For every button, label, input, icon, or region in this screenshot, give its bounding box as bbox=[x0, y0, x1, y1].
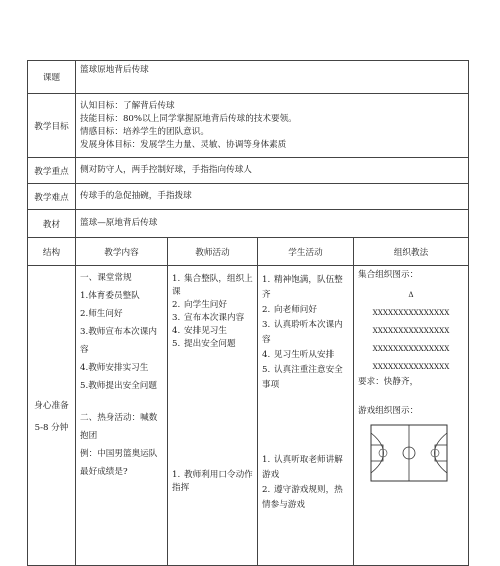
student-cell bbox=[258, 266, 354, 566]
list-item: 1. 精神饱满，队伍整齐 bbox=[262, 275, 343, 300]
row-materials bbox=[28, 210, 469, 238]
formation-row: XXXXXXXXXXXXXXX bbox=[372, 344, 450, 353]
student-group-2 bbox=[262, 453, 349, 513]
formation-row: XXXXXXXXXXXXXXX bbox=[372, 308, 450, 317]
row-warmup bbox=[28, 266, 469, 566]
content-part2-example: 例：中国男篮奥运队最好成绩是? bbox=[80, 449, 158, 477]
goal-physical: 发展身体目标：发展学生力量、灵敏、协调等身体素质 bbox=[80, 139, 287, 150]
list-item: 4. 见习生听从安排 bbox=[262, 350, 335, 360]
row-key bbox=[28, 158, 469, 184]
content-item: 1.体育委员整队 bbox=[80, 291, 140, 301]
goal-emotion: 情感目标：培养学生的团队意识。 bbox=[80, 126, 209, 137]
teacher-group-1 bbox=[172, 273, 253, 351]
basketball-court-icon bbox=[370, 424, 448, 482]
teacher-position-mark: Δ bbox=[408, 290, 414, 299]
teacher-cell bbox=[168, 266, 258, 566]
row-difficulty bbox=[28, 184, 469, 210]
difficulty-value: 传球手的急促抽碗，手指拨球 bbox=[76, 184, 469, 210]
org-requirement: 要求：快静齐， bbox=[358, 377, 419, 387]
row-column-headers bbox=[28, 238, 469, 266]
header-teacher: 教师活动 bbox=[168, 238, 258, 266]
teacher-group-2 bbox=[172, 469, 253, 495]
list-item: 3. 宣布本次课内容 bbox=[172, 313, 245, 323]
content-item: 3.教师宣布本次课内容 bbox=[80, 327, 157, 355]
organization-cell bbox=[354, 266, 469, 566]
formation-row: XXXXXXXXXXXXXXX bbox=[372, 326, 450, 335]
section-label bbox=[28, 266, 76, 566]
student-group-1 bbox=[262, 273, 349, 393]
goals-label: 教学目标 bbox=[28, 94, 76, 158]
topic-value: 篮球原地背后传球 bbox=[76, 61, 469, 94]
list-item: 4. 安排见习生 bbox=[172, 326, 227, 336]
header-organization: 组织教法 bbox=[354, 238, 469, 266]
row-topic bbox=[28, 61, 469, 94]
content-cell bbox=[76, 266, 168, 566]
goals-value bbox=[76, 94, 469, 158]
key-value: 侧对防守人，两手控制好球，手指指向传球人 bbox=[76, 158, 469, 184]
goal-cognitive: 认知目标：了解背后传球 bbox=[80, 100, 175, 111]
org-title: 集合组织图示： bbox=[358, 270, 419, 280]
section-name: 身心准备 bbox=[34, 400, 69, 411]
list-item: 1. 认真听取老师讲解游戏 bbox=[262, 455, 343, 480]
list-item: 1. 集合整队，组织上课 bbox=[172, 274, 253, 297]
materials-label: 教材 bbox=[28, 210, 76, 238]
content-item: 5.教师提出安全问题 bbox=[80, 381, 157, 391]
content-item: 4.教师安排实习生 bbox=[80, 363, 149, 373]
list-item: 3. 认真聆听本次课内容 bbox=[262, 320, 343, 345]
header-student: 学生活动 bbox=[258, 238, 354, 266]
content-part2-title: 二、热身活动：喊数抱团 bbox=[80, 413, 158, 441]
content-part1-title: 一、课堂常规 bbox=[80, 273, 132, 283]
list-item: 5. 认真注重注意安全事项 bbox=[262, 365, 343, 390]
topic-label: 课题 bbox=[28, 61, 76, 94]
content-item: 2.师生问好 bbox=[80, 309, 123, 319]
difficulty-label: 教学难点 bbox=[28, 184, 76, 210]
row-goals bbox=[28, 94, 469, 158]
materials-value: 篮球—原地背后传球 bbox=[76, 210, 469, 238]
list-item: 1. 教师利用口令动作指挥 bbox=[172, 470, 253, 493]
list-item: 2. 向学生问好 bbox=[172, 300, 227, 310]
goal-skill: 技能目标：80%以上同学掌握原地背后传球的技术要领。 bbox=[80, 113, 297, 124]
list-item: 5. 提出安全问题 bbox=[172, 339, 236, 349]
section-duration: 5-8 分钟 bbox=[34, 422, 69, 433]
list-item: 2. 向老师问好 bbox=[262, 305, 317, 315]
header-content: 教学内容 bbox=[76, 238, 168, 266]
key-label: 教学重点 bbox=[28, 158, 76, 184]
org-game-title: 游戏组织图示： bbox=[358, 406, 419, 416]
list-item: 2. 遵守游戏规则，热情参与游戏 bbox=[262, 485, 343, 510]
header-structure: 结构 bbox=[28, 238, 76, 266]
formation-row: XXXXXXXXXXXXXXX bbox=[372, 362, 450, 371]
lesson-plan-table bbox=[27, 60, 469, 566]
